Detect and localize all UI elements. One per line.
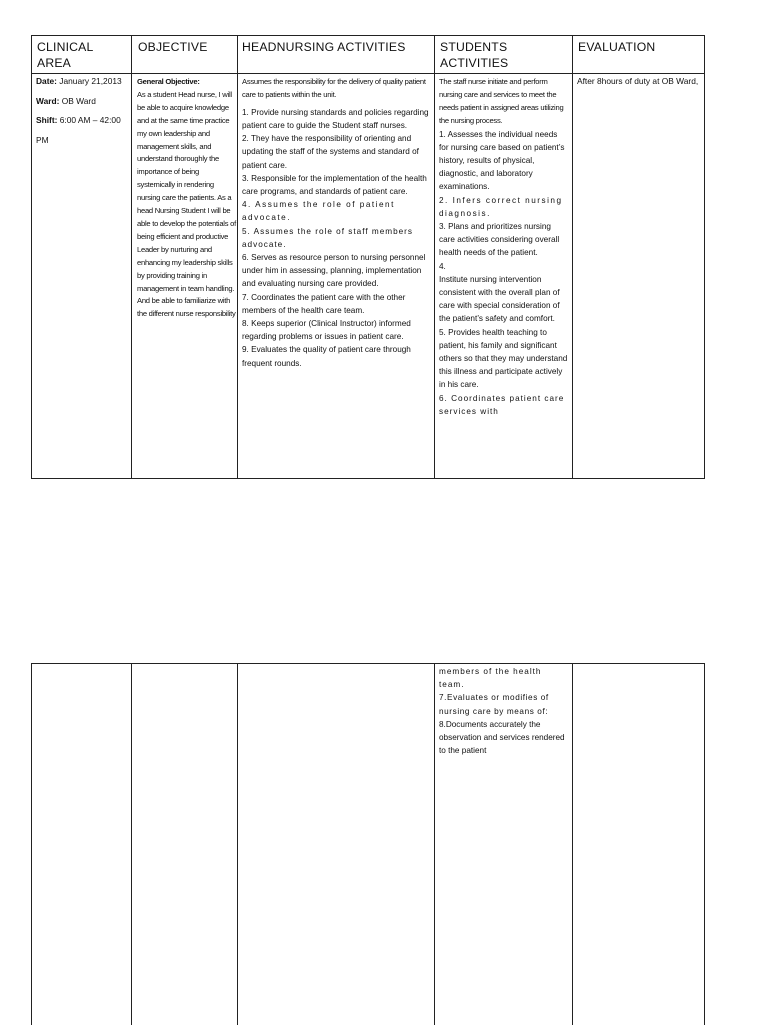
headnursing-item: 1. Provide nursing standards and policies regarding patient care to guide the Student staff nurses. bbox=[242, 107, 429, 131]
headnursing-item: 5. Assumes the role of staff members advocate. bbox=[242, 226, 414, 249]
headnursing-item: 6. Serves as resource person to nursing personnel under him in assessing, planning, implementation and evaluating nursing care provided. bbox=[242, 253, 426, 289]
shift-value: 6:00 AM – 42:00 PM bbox=[36, 115, 121, 145]
students-activities-continued bbox=[439, 665, 569, 757]
nursing-plan-table-continued bbox=[31, 663, 705, 1025]
students-item: Institute nursing intervention consistent with the overall plan of care with special consideration of the patient’s safety and comfort. bbox=[439, 274, 560, 324]
headnursing-item: 8. Keeps superior (Clinical Instructor) informed regarding problems or issues in patient care. bbox=[242, 319, 411, 342]
nursing-plan-table bbox=[31, 35, 705, 479]
date-value: January 21,2013 bbox=[59, 76, 122, 86]
ward-label: Ward: bbox=[36, 95, 60, 106]
headnursing-item: 7. Coordinates the patient care with the other members of the health care team. bbox=[242, 292, 406, 315]
objective-cell bbox=[137, 76, 237, 321]
column-divider bbox=[237, 664, 238, 1025]
students-item: 5. Provides health teaching to patient, his family and significant others so that they may understand this illness and participate actively in his care. bbox=[439, 327, 568, 390]
column-divider bbox=[131, 664, 132, 1025]
objective-text: As a student Head nurse, I will be able to acquire knowledge and at the same time practice my own leadership and management skills, and understand thoroughly the importance of being systemically in rendering nursing care the patients. As a head Nursing Student I will be able to develop the potentials of being efficient and productive Leader by nurturing and enhancing my leadership skills by providing training in management in team handling. And be able to familiarize with the different nurse responsibility bbox=[137, 89, 236, 319]
headnursing-activities-cell bbox=[242, 76, 434, 370]
date-label: Date: bbox=[36, 76, 57, 86]
students-intro: The staff nurse initiate and perform nursing care and services to meet the needs patient in assigned areas utilizing the nursing process. bbox=[439, 77, 564, 125]
shift-line bbox=[36, 111, 130, 150]
students-item: 1. Assesses the individual needs for nursing care based on patient’s history, results of physical, diagnostic, and laboratory examinations. bbox=[439, 129, 565, 192]
header-students-activities: STUDENTS ACTIVITIES bbox=[440, 40, 509, 70]
students-item: 4. bbox=[439, 261, 446, 271]
objective-heading: General Objective: bbox=[137, 77, 200, 86]
date-line bbox=[36, 72, 130, 92]
headnursing-item: 4. Assumes the role of patient advocate. bbox=[242, 200, 395, 223]
evaluation-cell: After 8hours of duty at OB Ward, bbox=[577, 76, 699, 86]
column-divider bbox=[434, 664, 435, 1025]
ward-line bbox=[36, 92, 130, 112]
students-item: 7.Evaluates or modifies of nursing care by means of: bbox=[439, 693, 549, 716]
students-item: 6. Coordinates patient care services with bbox=[439, 393, 565, 416]
headnursing-item: 9. Evaluates the quality of patient care through frequent rounds. bbox=[242, 345, 411, 368]
header-evaluation: EVALUATION bbox=[578, 40, 656, 54]
header-headnursing-activities: HEADNURSING ACTIVITIES bbox=[242, 40, 406, 54]
headnursing-item: 2. They have the responsibility of orienting and updating the staff of the systems and standard of patient care. bbox=[242, 134, 419, 170]
ward-value: OB Ward bbox=[61, 95, 96, 106]
header-objective: OBJECTIVE bbox=[138, 40, 208, 54]
headnursing-intro: Assumes the responsibility for the delivery of quality patient care to patients within the unit. bbox=[242, 77, 426, 99]
students-activities-cell bbox=[439, 76, 569, 418]
shift-label: Shift: bbox=[36, 115, 58, 125]
students-item: members of the health team. bbox=[439, 667, 542, 690]
column-divider bbox=[572, 36, 573, 478]
clinical-area-cell bbox=[36, 72, 130, 150]
students-item: 2. Infers correct nursing diagnosis. bbox=[439, 195, 563, 218]
header-clinical-area: CLINICAL AREA bbox=[37, 40, 94, 70]
students-item: 8.Documents accurately the observation and services rendered to the patient bbox=[439, 719, 565, 756]
column-divider bbox=[237, 36, 238, 478]
column-divider bbox=[131, 36, 132, 478]
column-divider bbox=[434, 36, 435, 478]
headnursing-item: 3. Responsible for the implementation of the health care programs, and standards of patient care. bbox=[242, 173, 427, 197]
students-item: 3. Plans and prioritizes nursing care activities considering overall health needs of the patient. bbox=[439, 222, 560, 258]
column-divider bbox=[572, 664, 573, 1025]
